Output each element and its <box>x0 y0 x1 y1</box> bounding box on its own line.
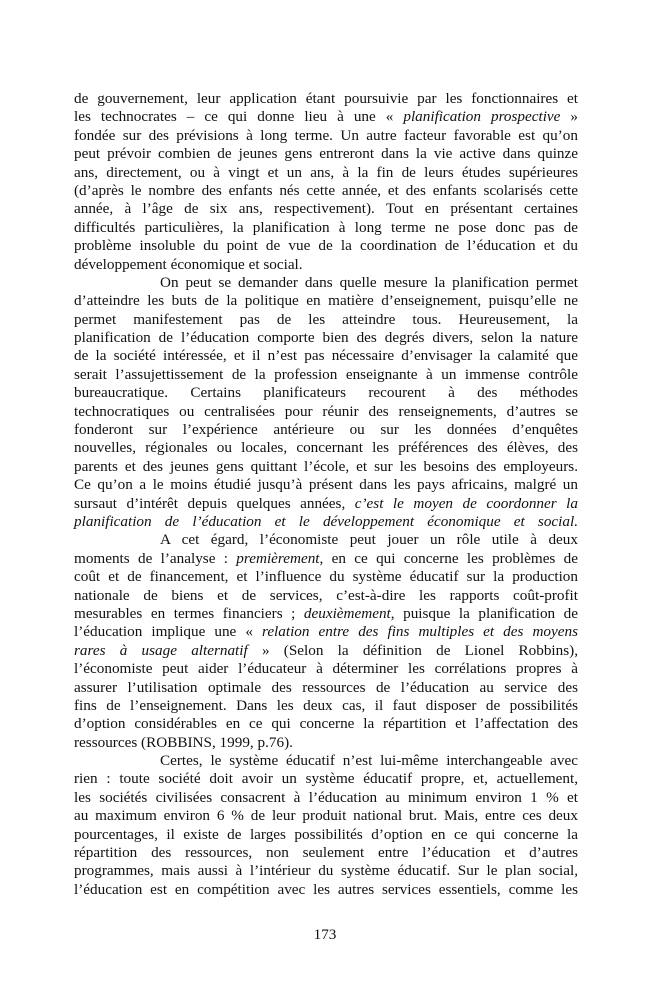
text-run: serait l’assujettissement de la profession enseignante à un immense contrôle <box>74 365 578 383</box>
text-run: problème insoluble du point de vue de la coordination de l’éducation et du <box>74 237 578 255</box>
text-run: moments de l’analyse : <box>74 549 237 567</box>
text-run: parents et des jeunes gens quittant l’école, et sur les besoins des employeurs. <box>74 457 578 475</box>
paragraph <box>74 752 578 899</box>
text-run: répartition des ressources, non seulement entre l’éducation et d’autres <box>74 844 578 862</box>
text-run: A cet égard, l’économiste peut jouer un rôle utile à deux <box>160 531 578 549</box>
text-run: Ce qu’on a le moins étudié jusqu’à présent dans les pays africains, malgré un <box>74 476 578 494</box>
italic-text: c’est le moyen de coordonner la <box>354 494 578 512</box>
text-line <box>74 219 578 237</box>
text-run: de gouvernement, leur application étant poursuivie par les fonctionnaires et <box>74 90 578 107</box>
text-line <box>74 145 578 163</box>
text-run: difficultés particulières, la planification à long terme ne pose donc pas de <box>74 218 578 236</box>
text-line <box>74 127 578 145</box>
text-run: de la société intéressée, et il n’est pas nécessaire d’envisager la calamité que <box>74 347 578 365</box>
text-run: d’atteindre les buts de la politique en matière d’enseignement, puisqu’elle ne <box>74 292 578 310</box>
text-run: peut prévoir combien de jeunes gens entreront dans la vie active dans quinze <box>74 145 578 163</box>
text-line <box>74 826 578 844</box>
text-run: l’éducation est en compétition avec les autres services essentiels, comme les <box>74 880 578 898</box>
text-run: au maximum environ 6 % de leur produit national brut. Mais, entre ces deux <box>74 807 578 825</box>
text-line <box>74 513 578 531</box>
text-run: l’économiste peut aider l’éducateur à déterminer les corrélations propres à <box>74 660 578 678</box>
text-body <box>74 90 578 899</box>
text-line <box>74 550 578 568</box>
text-line <box>74 587 578 605</box>
text-line <box>74 90 578 108</box>
text-run: fonderont sur l’expérience antérieure ou sur les données d’enquêtes <box>74 421 578 439</box>
text-run: année, à l’âge de six ans, respectivement). Tout en présentant certaines <box>74 200 578 218</box>
text-line <box>74 679 578 697</box>
text-line <box>74 200 578 218</box>
text-line <box>74 237 578 255</box>
italic-text: planification prospective <box>403 108 561 126</box>
text-run: programmes, mais aussi à l’intérieur du système éducatif. Sur le plan social, <box>74 862 578 880</box>
italic-text: rares à usage alternatif <box>74 641 248 659</box>
page-number: 173 <box>313 926 337 943</box>
text-line <box>74 311 578 329</box>
text-line <box>74 366 578 384</box>
text-line <box>74 531 578 549</box>
text-line <box>74 439 578 457</box>
text-line <box>74 182 578 200</box>
text-line <box>74 715 578 733</box>
text-line <box>74 605 578 623</box>
text-run: fondée sur des prévisions à long terme. Un autre facteur favorable est qu’on <box>74 126 578 144</box>
text-line <box>74 476 578 494</box>
text-run: fins de l’enseignement. Dans les deux cas, il faut disposer de possibilités <box>74 696 578 714</box>
text-run: pourcentages, il existe de larges possibilités d’option en ce qui concerne la <box>74 825 578 843</box>
text-run: Certes, le système éducatif n’est lui-même interchangeable avec <box>160 752 578 770</box>
text-line <box>74 329 578 347</box>
italic-text: premièrement <box>236 549 320 567</box>
text-line <box>74 734 578 752</box>
text-line <box>74 274 578 292</box>
text-line <box>74 384 578 402</box>
text-line <box>74 568 578 586</box>
text-run: » (Selon la définition de Lionel Robbins), <box>247 641 579 659</box>
page-body <box>74 90 578 899</box>
text-line <box>74 642 578 660</box>
text-line <box>74 495 578 513</box>
text-run: les technocrates – ce qui donne lieu à une « <box>74 108 404 126</box>
text-line <box>74 421 578 439</box>
text-line <box>74 752 578 770</box>
text-line <box>74 347 578 365</box>
text-run: permet manifestement pas de les atteindre tous. Heureusement, la <box>74 310 578 328</box>
text-line <box>74 770 578 788</box>
text-line <box>74 623 578 641</box>
text-run: , puisque la planification de <box>390 604 579 622</box>
text-run: On peut se demander dans quelle mesure la planification permet <box>160 273 578 291</box>
text-line <box>74 862 578 880</box>
text-line <box>74 881 578 899</box>
text-line <box>74 458 578 476</box>
text-run: assurer l’utilisation optimale des ressources de l’éducation au service des <box>74 678 578 696</box>
text-line <box>74 807 578 825</box>
text-line <box>74 292 578 310</box>
text-run: , en ce qui concerne les problèmes de <box>319 549 578 567</box>
text-line <box>74 697 578 715</box>
text-run: nouvelles, régionales ou locales, concernant les préférences des élèves, des <box>74 439 578 457</box>
text-line <box>74 256 578 274</box>
text-run: les sociétés civilisées consacrent à l’éducation au minimum environ 1 % et <box>74 788 578 806</box>
italic-text: relation entre des fins multiples et des moyens <box>261 623 578 641</box>
text-line <box>74 164 578 182</box>
text-run: rien : toute société doit avoir un système éducatif propre, et, actuellement, <box>74 770 578 788</box>
text-line <box>74 108 578 126</box>
text-run: ressources (ROBBINS, 1999, p.76). <box>74 733 293 751</box>
text-line <box>74 789 578 807</box>
text-run: » <box>560 108 579 126</box>
text-run: planification de l’éducation comporte bien des degrés divers, selon la nature <box>74 329 578 347</box>
text-run: bureaucratique. Certains planificateurs recourent à des méthodes <box>74 384 578 402</box>
text-run: (d’après le nombre des enfants nés cette année, et des enfants scolarisés cette <box>74 181 578 199</box>
text-run: sursaut d’intérêt depuis quelques années, <box>74 494 355 512</box>
paragraph <box>74 531 578 752</box>
text-run: nationale de biens et de services, c’est-à-dire les rapports coût-profit <box>74 586 578 604</box>
italic-text: deuxièmement <box>303 604 391 622</box>
paragraph <box>74 90 578 274</box>
text-line <box>74 660 578 678</box>
text-line <box>74 403 578 421</box>
text-run: technocratiques ou centralisées pour réunir des renseignements, d’autres se <box>74 402 578 420</box>
text-run: d’option considérables en ce qui concerne la répartition et l’affectation des <box>74 715 578 733</box>
italic-text: planification de l’éducation et le développement économique et social. <box>74 512 578 530</box>
text-run: coût et de financement, et l’influence du système éducatif sur la production <box>74 568 578 586</box>
text-run: développement économique et social. <box>74 255 303 273</box>
text-line <box>74 844 578 862</box>
text-run: ans, directement, ou à vingt et un ans, à la fin de leurs études supérieures <box>74 163 578 181</box>
text-run: mesurables en termes financiers ; <box>74 604 304 622</box>
text-run: l’éducation implique une « <box>74 623 262 641</box>
paragraph <box>74 274 578 531</box>
